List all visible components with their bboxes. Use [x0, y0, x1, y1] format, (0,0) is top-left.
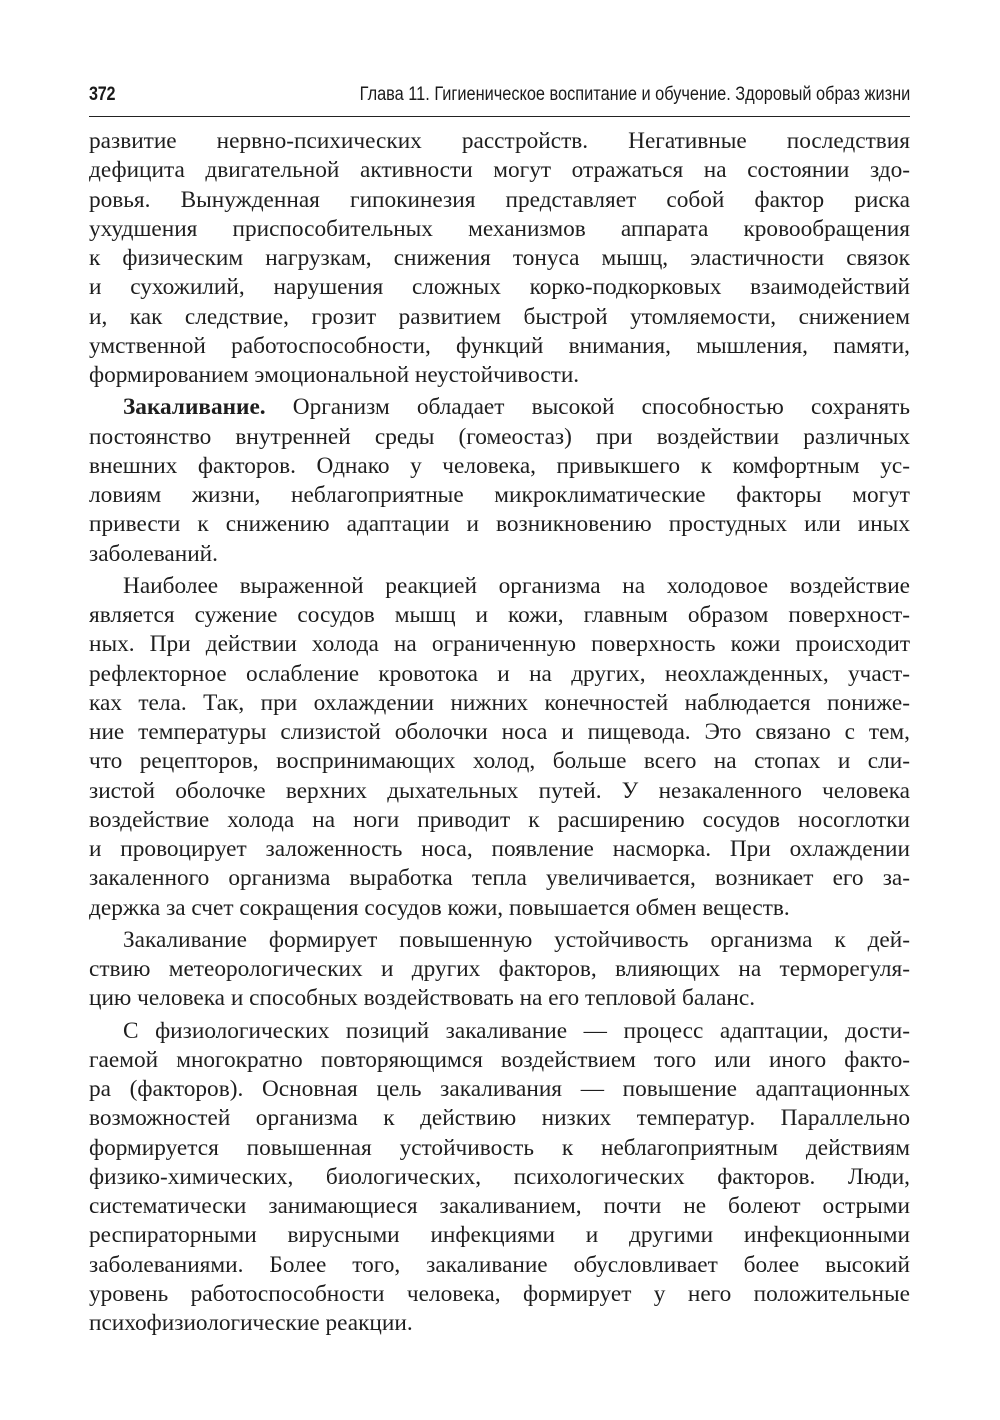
lead-text: Организм обладает высокой способностью сохранять — [265, 394, 910, 421]
text-line: ние температуры слизистой оболочки носа и пищевода. Это связано с тем, — [89, 719, 910, 745]
text-line: цию человека и способных воздействовать на его тепловой баланс. — [89, 985, 756, 1012]
paragraph-cold-reaction — [89, 572, 910, 923]
page-number: 372 — [89, 84, 116, 105]
text-line: ках тела. Так, при охлаждении нижних конечностей наблюдается пониже- — [89, 689, 910, 716]
text-line: и сухожилий, нарушения сложных корко-подкорковых взаимодействий — [89, 274, 910, 301]
text-line: гаемой многократно повторяющимся воздействием того или иного факто- — [89, 1046, 910, 1073]
paragraph-hardening — [89, 393, 910, 569]
text-line: умственной работоспособности, функций внимания, мышления, памяти, — [89, 332, 910, 359]
text-line: воздействие холода на ноги приводит к расширению сосудов носоглотки — [89, 806, 910, 833]
text-line: внешних факторов. Однако у человека, привыкшего к комфортным ус- — [89, 452, 910, 479]
text-line: рефлекторное ослабление кровотока и на других, неохлажденных, участ- — [89, 660, 910, 687]
text-line: уровень работоспособности человека, формирует у него положительные — [89, 1280, 910, 1307]
text-line: и, как следствие, грозит развитием быстрой утомляемости, снижением — [89, 303, 910, 330]
text-line: психофизиологические реакции. — [89, 1310, 413, 1336]
text-line: дефицита двигательной активности могут отражаться на состоянии здо- — [89, 157, 910, 184]
paragraph-continuation — [89, 127, 910, 390]
text-line: закаленного организма выработка тепла увеличивается, возникает его за- — [89, 865, 910, 892]
text-line: ловиям жизни, неблагоприятные микроклиматические факторы могут — [89, 482, 910, 508]
book-page — [89, 84, 910, 1338]
paragraph-physiology — [89, 1017, 910, 1339]
text-line: Закаливание формирует повышенную устойчивость организма к дей- — [123, 926, 910, 953]
text-line: к физическим нагрузкам, снижения тонуса мышц, эластичности связок — [89, 245, 910, 271]
text-line: формируется повышенная устойчивость к неблагоприятным действиям — [89, 1134, 910, 1161]
text-line: ухудшения приспособительных механизмов аппарата кровообращения — [89, 215, 910, 242]
section-run-in-heading: Закаливание. — [123, 394, 266, 421]
text-line: заболеваниями. Более того, закаливание обусловливает более высокий — [89, 1251, 910, 1278]
text-line: привести к снижению адаптации и возникновению простудных или иных — [89, 511, 910, 538]
text-line: С физиологических позиций закаливание — процесс адаптации, дости- — [123, 1017, 910, 1044]
text-line: ствию метеорологических и других факторов, влияющих на терморегуля- — [89, 956, 910, 982]
text-line: ных. При действии холода на ограниченную поверхность кожи происходит — [89, 631, 910, 658]
text-line: и провоцирует заложенность носа, появление насморка. При охлаждении — [89, 836, 910, 862]
text-line: что рецепторов, воспринимающих холод, больше всего на стопах и сли- — [89, 748, 910, 775]
text-line: Наиболее выраженной реакцией организма на холодовое воздействие — [123, 572, 910, 599]
text-line: систематически занимающиеся закаливанием, почти не болеют острыми — [89, 1193, 910, 1219]
text-line: ра (факторов). Основная цель закаливания — повышение адаптационных — [89, 1076, 910, 1102]
text-line: заболеваний. — [89, 540, 218, 567]
text-line: формированием эмоциональной неустойчивости. — [89, 362, 580, 388]
text-line: держка за счет сокращения сосудов кожи, повышается обмен веществ. — [89, 894, 790, 921]
text-line: зистой оболочке верхних дыхательных путей. У незакаленного человека — [89, 777, 910, 804]
text-line: физико-химических, биологических, психологических факторов. Люди, — [89, 1163, 910, 1190]
text-line: респираторными вирусными инфекциями и другими инфекционными — [89, 1222, 910, 1249]
text-line: постоянство внутренней среды (гомеостаз) при воздействии различных — [89, 423, 910, 450]
text-line: является сужение сосудов мышц и кожи, главным образом поверхност- — [89, 602, 910, 628]
running-header — [89, 84, 910, 117]
text-line: ровья. Вынужденная гипокинезия представляет собой фактор риска — [89, 186, 910, 213]
chapter-title: Глава 11. Гигиеническое воспитание и обучение. Здоровый образ жизни — [359, 84, 910, 105]
body-text — [89, 127, 910, 1338]
text-line: развитие нервно-психических расстройств. Негативные последствия — [89, 128, 910, 154]
text-line-lead — [89, 393, 910, 422]
text-line: возможностей организма к действию низких температур. Параллельно — [89, 1105, 910, 1132]
paragraph-resistance — [89, 926, 910, 1014]
